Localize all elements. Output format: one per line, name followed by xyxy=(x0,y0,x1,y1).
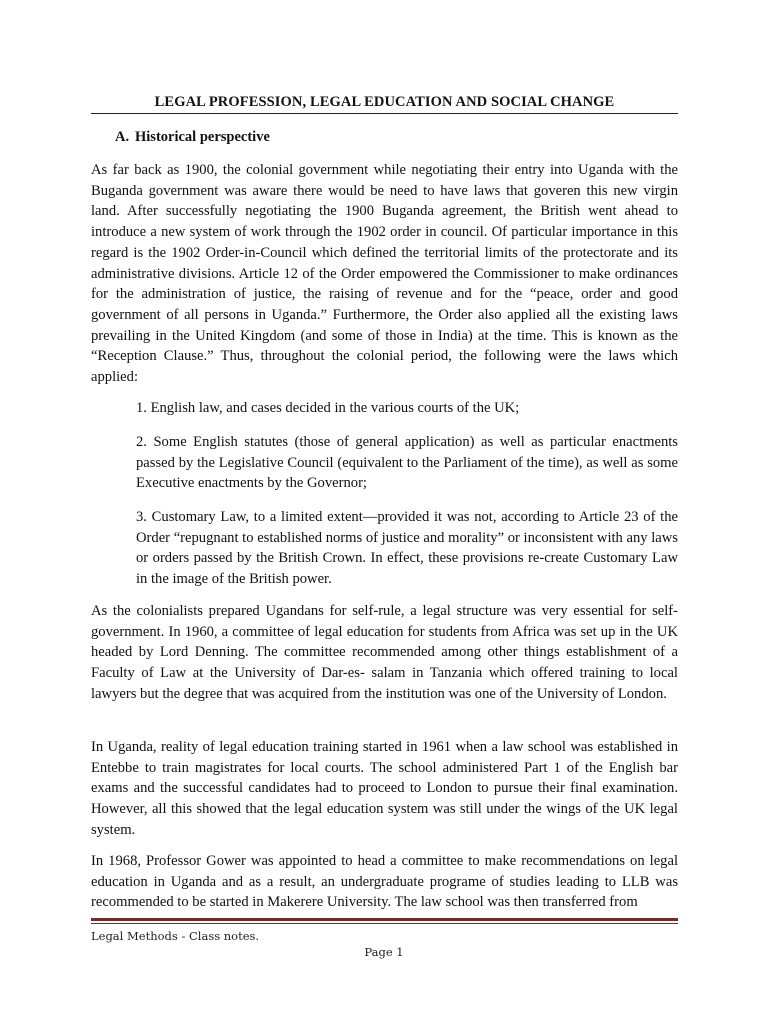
section-heading-text: Historical perspective xyxy=(135,129,270,145)
section-heading xyxy=(115,128,270,146)
paragraph-self-rule: As the colonialists prepared Ugandans for self-rule, a legal structure was very essential for self-government. In 1960, a committee of legal education for students from Africa was set up in the UK headed by Lord Denning. The committee recommended among other things establishment of a Faculty of Law at the University of Dar-es- salam in Tanzania which offered training to local lawyers but the degree that was acquired from the institution was one of the University of London. xyxy=(91,603,678,702)
footer-course-label: Legal Methods - Class notes. xyxy=(91,929,260,943)
footer-rule-thin xyxy=(91,923,678,924)
list-item-customary-law: 3. Customary Law, to a limited extent—provided it was not, according to Article 23 of the Order “repugnant to established norms of justice and morality” or inconsistent with any laws or orders passed by the British Crown. In effect, these provisions re-create Customary Law in the image of the British power. xyxy=(136,509,678,588)
footer-rule-thick xyxy=(91,918,678,921)
footer-page-number: Page 1 xyxy=(364,945,404,959)
paragraph-uganda-legal-education: In Uganda, reality of legal education training started in 1961 when a law school was established in Entebbe to train magistrates for local courts. The school administered Part 1 of the English bar exams and the successful candidates had to proceed to London to pursue their final examination. However, all this showed that the legal education system was still under the wings of the UK legal system. xyxy=(91,739,678,838)
paragraph-gower-committee: In 1968, Professor Gower was appointed to head a committee to make recommendations on legal education in Uganda and as a result, an undergraduate programe of studies leading to LLB was recommended to be started in Makerere University. The law school was then transferred from xyxy=(91,853,678,911)
section-letter: A. xyxy=(115,129,130,145)
list-item-english-statutes: 2. Some English statutes (those of general application) as well as particular enactments passed by the Legislative Council (equivalent to the Parliament of the time), as well as some Executive enactments by the Governor; xyxy=(136,434,678,492)
document-title: LEGAL PROFESSION, LEGAL EDUCATION AND SOCIAL CHANGE xyxy=(91,93,678,114)
paragraph-reception-clause: As far back as 1900, the colonial government while negotiating their entry into Uganda with the Buganda government was aware there would be need to have laws that goveren this new virgin land. After successfully negotiating the 1900 Buganda agreement, the British went ahead to introduce a new system of work through the 1902 order in council. Of particular importance in this regard is the 1902 Order-in-Council which defined the territorial limits of the protectorate and its administrative divisions. Article 12 of the Order empowered the Commissioner to make ordinances for the administration of justice, the raising of revenue and for the “peace, order and good government of all persons in Uganda.” Furthermore, the Order also applied all the existing laws prevailing in the United Kingdom (and some of those in India) at the time. This is known as the “Reception Clause.” Thus, throughout the colonial period, the following were the laws which applied: xyxy=(91,162,678,386)
list-item-english-law: 1. English law, and cases decided in the various courts of the UK; xyxy=(136,400,520,416)
